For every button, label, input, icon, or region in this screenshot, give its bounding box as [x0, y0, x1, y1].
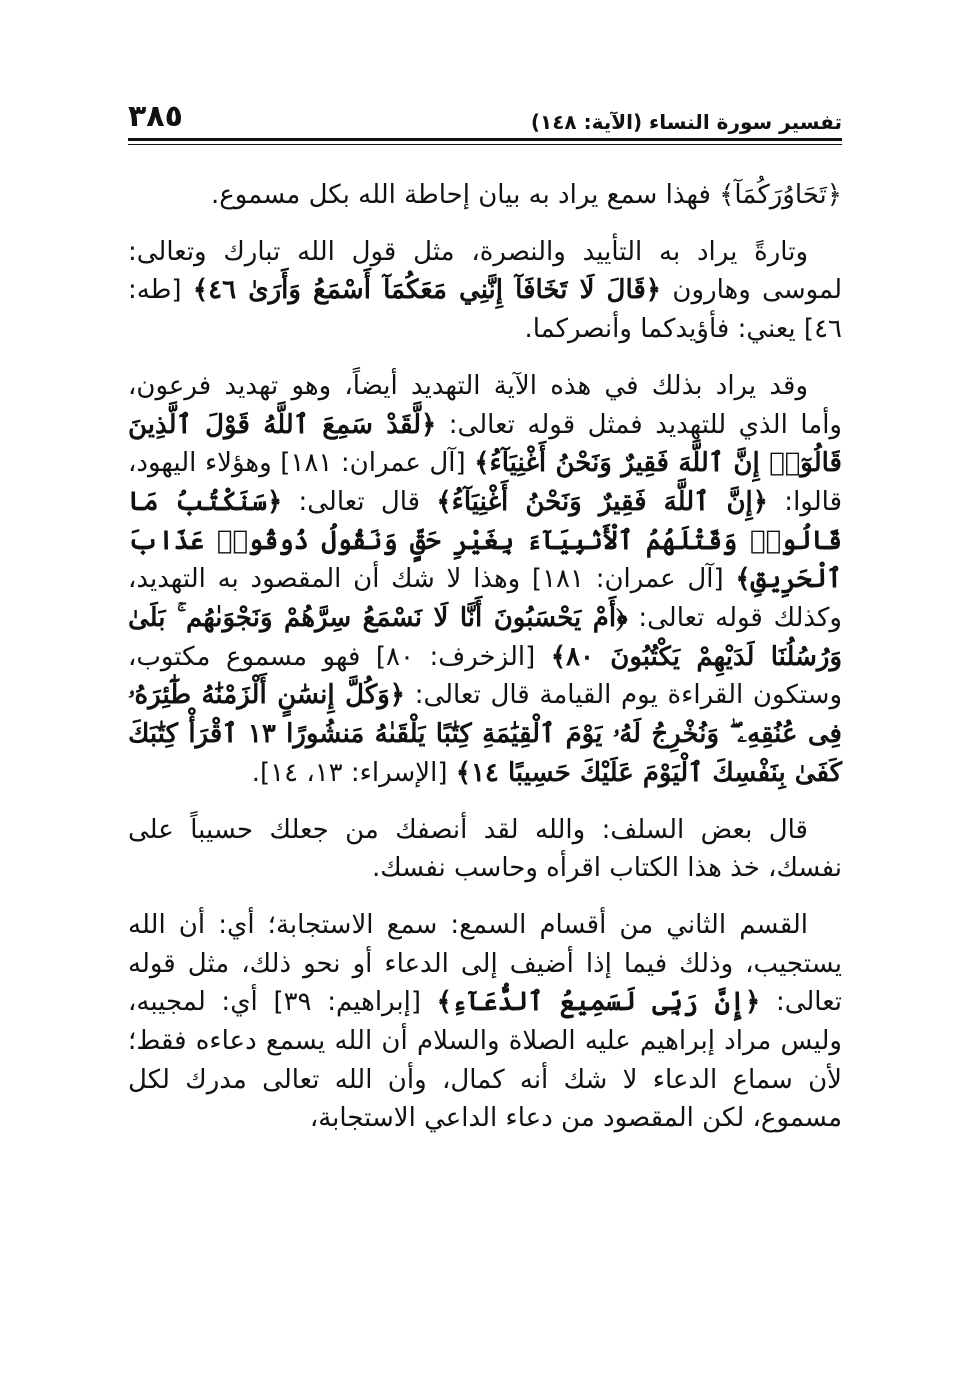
quran-quote-imran-181-c: ﴿سَنَكْتُبُ مَا قَالُوا۟ وَقَتْلَهُمُ ٱلْأَنۢبِيَآءَ بِغَيْرِ حَقٍّ وَنَقُولُ ذُوقُوا۟ عَذَابَ ٱلْحَرِيقِ﴾: [128, 486, 842, 595]
quran-quote-zukhruf-80: ﴿أَمْ يَحْسَبُونَ أَنَّا لَا نَسْمَعُ سِرَّهُمْ وَنَجْوَىٰهُم ۚ بَلَىٰ وَرُسُلُنَا لَدَيْهِمْ يَكْتُبُونَ ٨٠﴾: [128, 603, 842, 672]
header-rule-thin: [128, 144, 842, 145]
page-number: ٣٨٥: [128, 99, 183, 134]
quran-quote-taha-46: ﴿قَالَ لَا تَخَافَآ إِنَّنِي مَعَكُمَآ أَسْمَعُ وَأَرَىٰ ٤٦﴾: [192, 275, 662, 306]
paragraph-3-part-d: [آل عمران: ١٨١] وهذا لا شك أن المقصود به التهديد، وكذلك قوله تعالى:: [128, 564, 842, 634]
quran-quote-ibrahim-39: ﴿إِنَّ رَبِّى لَسَمِيعُ ٱلدُّعَآءِ﴾: [436, 987, 761, 1018]
header-rule-thick: [128, 138, 842, 141]
paragraph-3-part-f: [الإسراء: ١٣، ١٤].: [251, 757, 456, 788]
paragraph-3: [128, 367, 842, 793]
paragraph-5-part-a: القسم الثاني من أقسام السمع: سمع الاستجابة؛ أي: أن الله يستجيب، وذلك فيما إذا أضيف إلى الدعاء أو نحو ذلك، مثل قوله تعالى:: [128, 909, 843, 1018]
paragraph-3-part-c: قال تعالى:: [282, 486, 437, 517]
quran-quote-imran-181-b: ﴿إِنَّ ٱللَّهَ فَقِيرٌ وَنَحْنُ أَغْنِيَآءُ﴾: [436, 486, 769, 517]
paragraph-2-tail: [طه: ٤٦] يعني: فأؤيدكما وأنصركما.: [128, 275, 842, 345]
quran-quote-isra-13-14: ﴿وَكُلَّ إِنسَٰنٍ أَلْزَمْنَٰهُ طَٰٓئِرَهُۥ فِى عُنُقِهِۦ ۖ وَنُخْرِجُ لَهُۥ يَوْمَ ٱلْقِيَٰمَةِ كِتَٰبًا يَلْقَىٰهُ مَنشُورًا ١٣ ٱقْرَأْ كِتَٰبَكَ كَفَىٰ بِنَفْسِكَ ٱلْيَوْمَ عَلَيْكَ حَسِيبًا ١٤﴾: [128, 680, 842, 788]
paragraph-5-part-b: [إبراهيم: ٣٩] أي: لمجيبه، وليس مراد إبراهيم عليه الصلاة والسلام أن الله يسمع دعاءه فقط؛ لأن سماع الدعاء لا شك أنه كمال، وأن الله تعالى مدرك لكل مسموع، لكن المقصود من دعاء الداعي الاستجابة،: [128, 987, 842, 1134]
paragraph-3-part-e: [الزخرف: ٨٠] فهو مسموع مكتوب، وستكون القراءة يوم القيامة قال تعالى:: [128, 641, 843, 711]
page-header: [128, 96, 842, 134]
paragraph-1: ﴿تَحَاوُرَكُمَآ﴾ فهذا سمع يراد به بيان إحاطة الله بكل مسموع.: [210, 180, 842, 210]
paragraph-3-part-a: وقد يراد بذلك في هذه الآية التهديد أيضاً، وهو تهديد فرعون، وأما الذي للتهديد فمثل قوله تعالى:: [128, 370, 842, 440]
paragraph-3-part-b: [آل عمران: ١٨١] وهؤلاء اليهود، قالوا:: [128, 448, 842, 517]
paragraph-2: [128, 233, 842, 349]
running-title: تفسير سورة النساء (الآية: ١٤٨): [530, 110, 842, 134]
quran-quote-imran-181-a: ﴿لَّقَدْ سَمِعَ ٱللَّهُ قَوْلَ ٱلَّذِينَ قَالُوٓا۟ إِنَّ ٱللَّهَ فَقِيرٌ وَنَحْنُ أَغْنِيَآءُ﴾: [128, 409, 842, 479]
paragraph-2-lead: وتارةً يراد به التأييد والنصرة، مثل قول الله تبارك وتعالى: لموسى وهارون: [128, 236, 843, 306]
paragraph-5: [128, 906, 842, 1138]
body-text: [128, 176, 842, 1156]
paragraph-4: قال بعض السلف: والله لقد أنصفك من جعلك حسيباً على نفسك، خذ هذا الكتاب اقرأه وحاسب نفسك.: [128, 814, 842, 884]
